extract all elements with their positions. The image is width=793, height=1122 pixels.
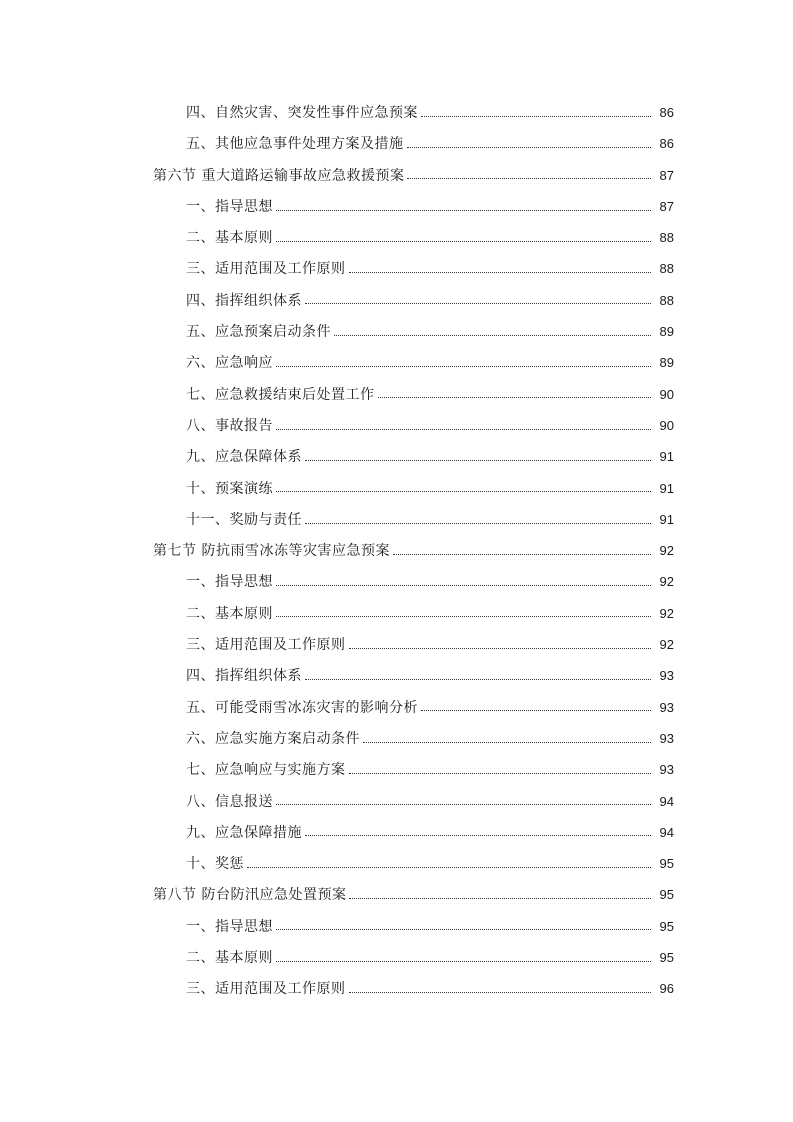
toc-page-number: 93 [659, 730, 674, 746]
toc-subsection-entry[interactable] [0, 316, 793, 347]
toc-dot-leader [276, 365, 651, 367]
toc-entry-title: 四、自然灾害、突发性事件应急预案 [186, 105, 418, 121]
toc-entry-title: 十、奖惩 [186, 856, 244, 873]
toc-dot-leader [349, 772, 652, 774]
toc-entry-title: 九、应急保障措施 [186, 824, 302, 841]
toc-subsection-entry[interactable] [0, 848, 793, 879]
toc-dot-leader [305, 459, 651, 461]
toc-dot-leader [421, 709, 651, 711]
toc-page-number: 95 [659, 950, 674, 966]
toc-dot-leader [349, 991, 652, 993]
toc-section-entry[interactable] [0, 535, 793, 566]
toc-dot-leader [349, 647, 652, 649]
toc-subsection-entry[interactable] [0, 911, 793, 942]
toc-subsection-entry[interactable] [0, 566, 793, 597]
toc-page-number: 91 [659, 480, 674, 496]
toc-entry-title: 三、适用范围及工作原则 [186, 637, 346, 654]
toc-page-number: 88 [659, 292, 674, 308]
toc-entry-title: 七、应急救援结束后处置工作 [186, 386, 375, 403]
toc-subsection-entry[interactable] [0, 222, 793, 253]
toc-entry-title: 四、指挥组织体系 [186, 292, 302, 309]
toc-subsection-entry[interactable] [0, 253, 793, 284]
toc-entry-title: 五、可能受雨雪冰冻灾害的影响分析 [186, 699, 418, 716]
toc-subsection-entry[interactable] [0, 942, 793, 973]
toc-subsection-entry[interactable] [0, 598, 793, 629]
toc-subsection-entry[interactable] [0, 817, 793, 848]
toc-page-number: 90 [659, 386, 674, 402]
toc-subsection-entry[interactable] [0, 629, 793, 660]
toc-entry-title: 十、预案演练 [186, 480, 273, 497]
toc-page-number: 87 [659, 167, 674, 183]
toc-page-number: 88 [659, 230, 674, 246]
toc-dot-leader [421, 115, 651, 117]
table-of-contents [0, 97, 793, 1005]
toc-dot-leader [349, 897, 651, 899]
toc-subsection-entry[interactable] [0, 473, 793, 504]
toc-page-number: 93 [659, 668, 674, 684]
toc-page-number: 89 [659, 324, 674, 340]
toc-dot-leader [407, 146, 652, 148]
toc-page-number: 92 [659, 543, 674, 559]
toc-subsection-entry[interactable] [0, 973, 793, 1004]
toc-dot-leader [276, 490, 651, 492]
toc-page-number: 91 [659, 511, 674, 527]
toc-entry-title: 一、指导思想 [186, 198, 273, 215]
toc-dot-leader [247, 866, 651, 868]
toc-page-number: 87 [659, 198, 674, 214]
toc-entry-title: 四、指挥组织体系 [186, 668, 302, 685]
toc-entry-title: 三、适用范围及工作原则 [186, 981, 346, 998]
toc-page-number: 92 [659, 637, 674, 653]
toc-page-number: 93 [659, 699, 674, 715]
toc-page-number: 92 [659, 605, 674, 621]
toc-page-number: 95 [659, 918, 674, 934]
toc-page-number: 86 [659, 105, 674, 120]
toc-entry-title: 三、适用范围及工作原则 [186, 261, 346, 278]
toc-page-number: 95 [659, 887, 674, 903]
toc-dot-leader [349, 271, 652, 273]
toc-entry-title: 二、基本原则 [186, 605, 273, 622]
toc-dot-leader [305, 302, 651, 304]
toc-entry-title: 八、事故报告 [186, 417, 273, 434]
toc-dot-leader [276, 960, 651, 962]
toc-dot-leader [276, 803, 651, 805]
toc-entry-title: 六、应急实施方案启动条件 [186, 730, 360, 747]
toc-dot-leader [276, 584, 651, 586]
toc-page-number: 90 [659, 417, 674, 433]
toc-page-number: 86 [659, 136, 674, 152]
toc-entry-title: 第八节 防台防汛应急处置预案 [153, 887, 347, 904]
toc-dot-leader [393, 553, 651, 555]
toc-subsection-entry[interactable] [0, 692, 793, 723]
toc-subsection-entry[interactable] [0, 97, 793, 128]
toc-subsection-entry[interactable] [0, 504, 793, 535]
toc-entry-title: 第六节 重大道路运输事故应急救援预案 [153, 167, 405, 184]
toc-dot-leader [276, 615, 651, 617]
toc-dot-leader [276, 240, 651, 242]
toc-page-number: 95 [659, 856, 674, 872]
toc-dot-leader [276, 209, 651, 211]
toc-entry-title: 十一、奖励与责任 [186, 511, 302, 528]
toc-page-number: 88 [659, 261, 674, 277]
toc-entry-title: 八、信息报送 [186, 793, 273, 810]
toc-subsection-entry[interactable] [0, 754, 793, 785]
toc-entry-title: 五、应急预案启动条件 [186, 324, 331, 341]
toc-entry-title: 一、指导思想 [186, 574, 273, 591]
toc-entry-title: 六、应急响应 [186, 355, 273, 372]
toc-section-entry[interactable] [0, 879, 793, 910]
toc-subsection-entry[interactable] [0, 191, 793, 222]
toc-entry-title: 七、应急响应与实施方案 [186, 762, 346, 779]
toc-dot-leader [276, 428, 651, 430]
toc-entry-title: 一、指导思想 [186, 918, 273, 935]
toc-subsection-entry[interactable] [0, 379, 793, 410]
toc-subsection-entry[interactable] [0, 410, 793, 441]
toc-dot-leader [305, 834, 651, 836]
toc-subsection-entry[interactable] [0, 128, 793, 159]
toc-dot-leader [334, 334, 651, 336]
toc-entry-title: 九、应急保障体系 [186, 449, 302, 466]
toc-dot-leader [378, 396, 652, 398]
toc-subsection-entry[interactable] [0, 441, 793, 472]
toc-dot-leader [305, 678, 651, 680]
toc-page-number: 92 [659, 574, 674, 590]
toc-section-entry[interactable] [0, 160, 793, 191]
toc-page-number: 94 [659, 824, 674, 840]
toc-entry-title: 二、基本原则 [186, 950, 273, 967]
toc-page-number: 91 [659, 449, 674, 465]
toc-page-number: 94 [659, 793, 674, 809]
toc-entry-title: 五、其他应急事件处理方案及措施 [186, 136, 404, 153]
toc-subsection-entry[interactable] [0, 347, 793, 378]
toc-dot-leader [276, 928, 651, 930]
toc-dot-leader [305, 522, 651, 524]
toc-entry-title: 二、基本原则 [186, 230, 273, 247]
toc-dot-leader [363, 741, 651, 743]
toc-subsection-entry[interactable] [0, 660, 793, 691]
toc-entry-title: 第七节 防抗雨雪冰冻等灾害应急预案 [153, 543, 390, 560]
toc-page-number: 96 [659, 981, 674, 997]
toc-subsection-entry[interactable] [0, 786, 793, 817]
toc-page-number: 93 [659, 762, 674, 778]
toc-subsection-entry[interactable] [0, 723, 793, 754]
toc-subsection-entry[interactable] [0, 285, 793, 316]
toc-page-number: 89 [659, 355, 674, 371]
toc-dot-leader [407, 177, 651, 179]
